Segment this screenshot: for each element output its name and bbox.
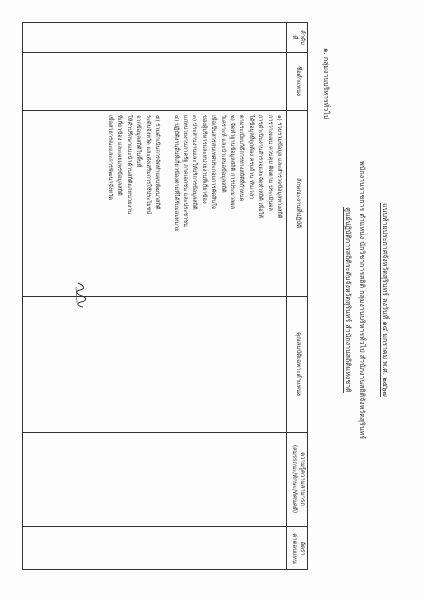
duties-line: ของผู้บริหารและหน่วยงานที่เกี่ยวข้อง — [200, 115, 207, 204]
duties-line: ๒) จัดทำฐานข้อมูลสถิติ การประมวลผล — [229, 115, 236, 210]
document-header-line-1 — [380, 0, 389, 600]
duties-line — [161, 115, 170, 231]
header-remarks-line-2: ค่าตอบแทน — [291, 533, 298, 564]
document-header-line-3 — [343, 0, 352, 600]
header-cell-knowledge — [290, 432, 306, 526]
document-header-line-2 — [357, 0, 366, 600]
duties-line: ระดับจังหวัด และส่งเสริมการใช้ประโยชน์ — [144, 115, 151, 215]
duties-line: การวางแผน ควบคุม ติดตาม ประเมินผล — [266, 115, 273, 211]
duties-line: ๕) ร่วมดำเนินการจัดทำแผนพัฒนาสถิติ — [153, 115, 160, 210]
duties-line: ๓) ประสานงานและให้บริการข้อมูลสถิติ — [191, 115, 198, 210]
duties-line: ตามระเบียบวิธีการทางสถิติที่กำหนด — [238, 115, 245, 202]
header-cell-remarks — [290, 526, 306, 571]
signature-mark-icon — [74, 281, 88, 309]
duties-line: ๑) รวบรวมข้อมูล และสำรวจข้อมูลทางสถิติ — [276, 115, 282, 219]
column-divider — [23, 432, 307, 433]
header-divider — [286, 23, 287, 569]
duties-line: ๔) ปฏิบัติงานอื่นที่เกี่ยวข้องตามที่ได้รับมอบหมาย — [172, 115, 179, 232]
header-line-2-text: พนักงานราชการ ตำแหน่ง นักวิชาการสถิติ กลุ่มงานบริหารทั่วไป สำนักงานสถิติจังหวัดสุรินทร์ — [358, 161, 366, 439]
header-line-1-text: แนบท้ายประกาศจังหวัดสุรินทร์ ลงวันที่ ๑๔ มกราคม พ.ศ. ๒๕๖๗ — [381, 203, 389, 397]
duties-line: ให้คำปรึกษาแนะนำด้านสถิติแก่หน่วยงาน — [125, 115, 132, 215]
duties-line: จากข้อมูลสถิติในพื้นที่ — [135, 115, 142, 168]
header-no-line-1: ลำดับ — [299, 30, 306, 45]
duties-line: แก่หน่วยงานภาครัฐ ภาคเอกชน และประชาชน — [182, 115, 189, 227]
duties-line: การดำเนินงานสำรวจและจัดทำสถิติ เพื่อให้ — [257, 115, 264, 218]
duties-line: ที่เกี่ยวข้อง และเผยแพร่ข้อมูลสถิติ — [116, 115, 123, 196]
column-divider — [23, 110, 307, 111]
header-cell-duties: ลักษณะงานที่ปฏิบัติ — [295, 178, 302, 228]
duties-line: ได้ข้อมูลที่ถูกต้อง ครบถ้วน ทันเวลา — [247, 115, 254, 200]
header-line-3-text: ศูนย์ปฏิบัติการสถิติระดับจังหวัดสุรินทร์ สำนักงานสถิติแห่งชาติ — [344, 207, 352, 393]
duties-cell-text — [105, 115, 283, 231]
column-divider — [23, 526, 307, 527]
header-knowledge-line-2: (สมรรถนะ/ทักษะ/ทัศนคติ) — [291, 444, 298, 514]
column-divider — [23, 52, 307, 53]
header-cell-qualifications: คุณสมบัติเฉพาะตำแหน่ง — [295, 332, 302, 396]
duties-line: วิเคราะห์ และนำเสนอข้อมูลสถิติ — [219, 115, 226, 193]
section-label: ๑. กลุ่มงานบริหารทั่วไป — [322, 48, 330, 120]
header-cell-position: ชื่อตำแหน่ง — [295, 66, 302, 96]
duties-line: เพื่อสาธารณะและการพัฒนาจังหวัด — [106, 115, 113, 201]
header-cell-no — [290, 23, 306, 52]
header-remarks-line-1: อัตรา — [299, 541, 306, 556]
position-details-table — [22, 22, 308, 570]
header-knowledge-line-1: ความรู้ความสามารถ — [299, 452, 306, 506]
column-divider — [23, 296, 307, 297]
duties-line: เพื่อเป็นสารสนเทศประกอบการตัดสินใจ — [210, 115, 217, 210]
header-no-line-2: ที่ — [291, 35, 298, 40]
